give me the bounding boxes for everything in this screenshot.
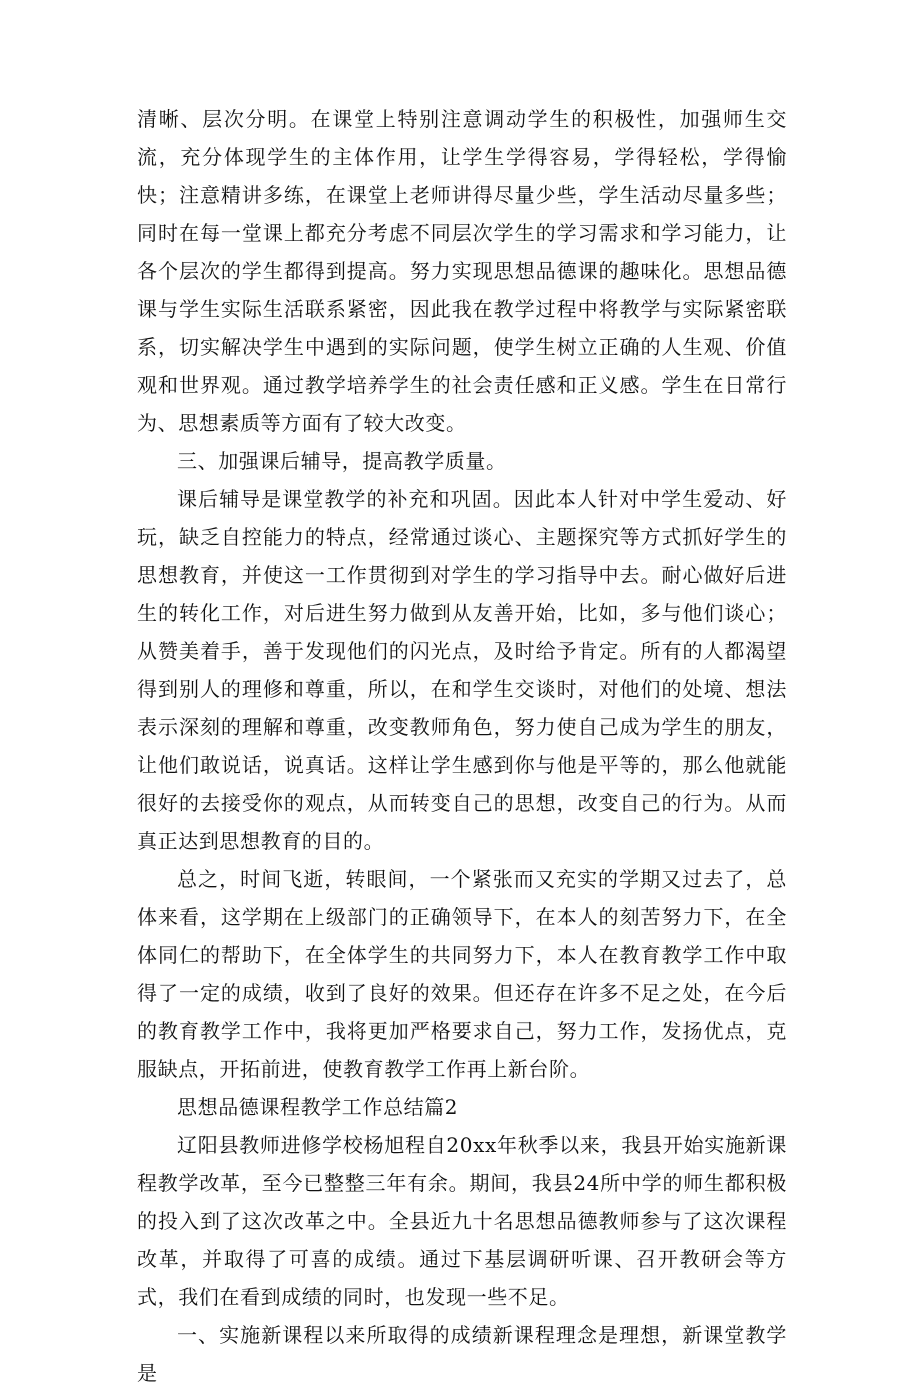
article-title-part-2: 思想品德课程教学工作总结篇2 bbox=[177, 1095, 459, 1119]
paragraph-achievements-start: 一、实施新课程以来所取得的成绩新课程理念是理想，新课堂教学是 bbox=[137, 1323, 787, 1385]
paragraph-summary: 总之，时间飞逝，转眼间，一个紧张而又充实的学期又过去了，总体来看，这学期在上级部门的正确领导下，在本人的刻苦努力下，在全体同仁的帮助下，在全体学生的共同努力下，本人在教育教学工作中取得了一定的成绩，收到了良好的效果。但还存在许多不足之处，在今后的教育教学工作中，我将更加严格要求自己，努力工作，发扬优点，克服缺点，开拓前进，使教育教学工作再上新台阶。 bbox=[137, 867, 787, 1081]
paragraph-after-class-tutoring: 课后辅导是课堂教学的补充和巩固。因此本人针对中学生爱动、好玩，缺乏自控能力的特点，经常通过谈心、主题探究等方式抓好学生的思想教育，并使这一工作贯彻到对学生的学习指导中去。耐心做好后进生的转化工作，对后进生努力做到从友善开始，比如，多与他们谈心；从赞美着手，善于发现他们的闪光点，及时给予肯定。所有的人都渴望得到别人的理修和尊重，所以，在和学生交谈时，对他们的处境、想法表示深刻的理解和尊重，改变教师角色，努力使自己成为学生的朋友，让他们敢说话，说真话。这样让学生感到你与他是平等的，那么他就能很好的去接受你的观点，从而转变自己的思想，改变自己的行为。从而真正达到思想教育的目的。 bbox=[137, 487, 787, 853]
document-body bbox=[137, 100, 787, 1392]
paragraph-reform-intro: 辽阳县教师进修学校杨旭程自20xx年秋季以来，我县开始实施新课程教学改革，至今已整整三年有余。期间，我县24所中学的师生都积极的投入到了这次改革之中。全县近九十名思想品德教师参与了这次课程改革，并取得了可喜的成绩。通过下基层调研听课、召开教研会等方式，我们在看到成绩的同时，也发现一些不足。 bbox=[137, 1133, 787, 1309]
paragraph-continuation: 清晰、层次分明。在课堂上特别注意调动学生的积极性，加强师生交流，充分体现学生的主体作用，让学生学得容易，学得轻松，学得愉快；注意精讲多练，在课堂上老师讲得尽量少些，学生活动尽量多些；同时在每一堂课上都充分考虑不同层次学生的学习需求和学习能力，让各个层次的学生都得到提高。努力实现思想品德课的趣味化。思想品德课与学生实际生活联系紧密，因此我在教学过程中将教学与实际紧密联系，切实解决学生中遇到的实际问题，使学生树立正确的人生观、价值观和世界观。通过教学培养学生的社会责任感和正义感。学生在日常行为、思想素质等方面有了较大改变。 bbox=[137, 107, 787, 435]
section-heading-after-class-tutoring: 三、加强课后辅导，提高教学质量。 bbox=[177, 449, 507, 473]
